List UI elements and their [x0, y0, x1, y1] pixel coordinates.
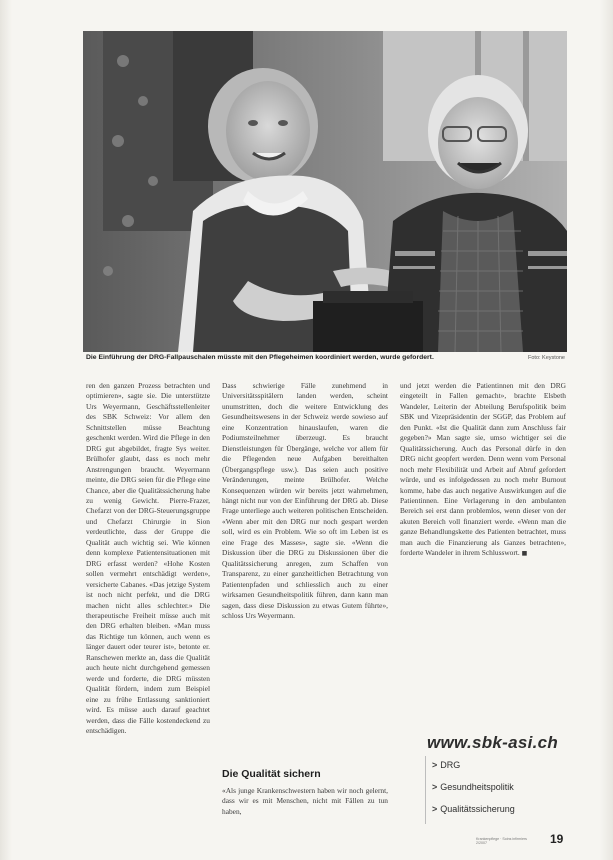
photo-caption: Die Einführung der DRG-Fallpauschalen müsste mit den Pflegeheimen koordiniert werden, wurde gefordert. — [86, 354, 434, 361]
related-link-drg[interactable] — [432, 760, 460, 770]
article-column-2 — [222, 381, 388, 621]
article-paragraph: «Als junge Krankenschwestern haben wir noch gelernt, dass wir es mit Menschen, nicht mit Fällen zu tun haben, — [222, 786, 388, 816]
end-mark: ■ — [521, 550, 528, 558]
journal-footer: Krankenpflege · Soins infirmiers 2/2007 — [476, 837, 527, 845]
article-paragraph: Dass schwierige Fälle zunehmend in Universitätsspitälern landen werden, scheint unumstritten, doch die weitere Entwicklung des Gesundheitswesens in der Schweiz werde sowieso auf eine Konzentration hinauslaufen, waren die Podiumsteilnehmer überzeugt. Es braucht Dienstleistungen für Übergänge, welche vor allem für die Pflegenden neue Aufgaben bereithalten (Übergangspflege usw.). Das seien auch positive Veränderungen, meinte Brülhofer. Welche Konsequenzen würden wir bereits jetzt wahrnehmen, hängt nicht nur von der Einführung der DRG ab. Diese Frage unterliege auch weiteren politischen Entscheiden. «Wenn aber mit den DRG nur noch gespart werden soll, wird es ein Problem. Wie so oft im Leben ist es eine Frage des Masses», sagte sie. «Wenn die Diskussion über die DRG zu Diskussionen über die Qualitätssicherung anregen, zum Schaffen von Transparenz, zu einer ganzheitlichen Betrachtung von Patientenpfaden und schliesslich auch zu einer wirksamen Gesundheitspolitik führen, dann kann man sagen, dass diese Diskussion zu etwas Gutem führte», schloss Urs Weyermann. — [222, 381, 388, 620]
page-number: 19 — [550, 832, 564, 846]
article-column-1 — [86, 381, 210, 736]
related-link-qualitaetssicherung[interactable] — [432, 804, 515, 814]
section-heading: Die Qualität sichern — [222, 768, 321, 780]
article-column-2-continued — [222, 786, 388, 817]
photo-credit: Foto: Keystone — [528, 355, 565, 361]
related-link-gesundheitspolitik[interactable] — [432, 782, 514, 792]
related-links-box — [425, 756, 571, 824]
chevron-right-icon: > — [432, 760, 438, 770]
chevron-right-icon: > — [432, 804, 438, 814]
article-paragraph: ren den ganzen Prozess betrachten und optimieren», sagte sie. Die unterstützte Urs Weyermann, Geschäftsstellenleiter des SBK Schweiz: Vor allem den Schnittstellen müsse Beachtung geschenkt werden. Wird die Pflege in den DRG gut abgebildet, fragte Sys weiter. Brülhofer glaubt, dass es noch mehr Anstrengungen braucht. Weyermann meinte, die DRG seien für die Pflege eine Chance, aber die Qualitätssicherung habe zu wenig Gewicht. Pierre-Frazer, Chefarzt von der DRG-Steuerungsgruppe und Chefarzt Chirurgie in Sion verdeutlichte, dass der Gruppe die Qualität auch wichtig sei. Wie können denn komplexe Patientensituationen mit DRG erfasst werden? «Hohe Kosten sollen vermehrt entschädigt werden», versicherte Cabanes. «Das jetzige System ist noch nicht perfekt, und die DRG machen nicht alles schlechter.» Die therapeutische Freiheit müsse auch mit den DRG erhalten bleiben. «Man muss das Richtige tun können, auch wenn es länger dauert oder teurer ist», betonte er. Ranschewen merkte an, dass die Qualität auch heute nicht durchgehend gemessen werde und forderte, die DRG müssten Qualität fördern, indem zum Beispiel eine zu frühe Entlassung sanktioniert wird. Es müsse auch darauf geachtet werden, dass die Fälle kostendeckend zu entschädigen. — [86, 381, 210, 735]
article-column-3 — [400, 381, 566, 560]
related-link-label: Gesundheitspolitik — [440, 782, 514, 792]
related-link-label: Qualitätssicherung — [440, 804, 515, 814]
website-link[interactable]: www.sbk-asi.ch — [427, 733, 559, 752]
article-text: und jetzt werden die Patientinnen mit den DRG eingeteilt in Fallen gemacht», brachte Elsbeth Wandeler, Leiterin der Abteilung Berufspolitik beim SBK und Vizepräsidentin der SGGP, das Problem auf den Punkt. «Ist die Qualität dann zum Anschluss fair gegeben?» Man sagte sie, umso wichtiger sei die Qualitätssicherung. Auch das Personal dürfe in den DRG nicht geopfert werden. Denn wenn vom Personal noch mehr Flexibilität und Arbeit auf Abruf gefordert würde, und es infolgedessen zu noch mehr Burnout komme, habe das auch negative Auswirkungen auf die Patientinnen. Eine Verlagerung in den ambulanten Bereich sei erst dann problemlos, wenn dieser von der akuten Bereich voll finanziert werde. «Wenn man die ganze Behandlungskette des Patienten betrachtet, muss man auch die Finanzierung als Ganzes betrachten», forderte Wandeler in ihrem Schlusswort. — [400, 381, 566, 558]
photo-nurse-and-elderly-man — [83, 31, 567, 352]
article-photo — [83, 31, 567, 352]
chevron-right-icon: > — [432, 782, 438, 792]
article-paragraph — [400, 381, 566, 560]
related-link-label: DRG — [440, 760, 461, 770]
